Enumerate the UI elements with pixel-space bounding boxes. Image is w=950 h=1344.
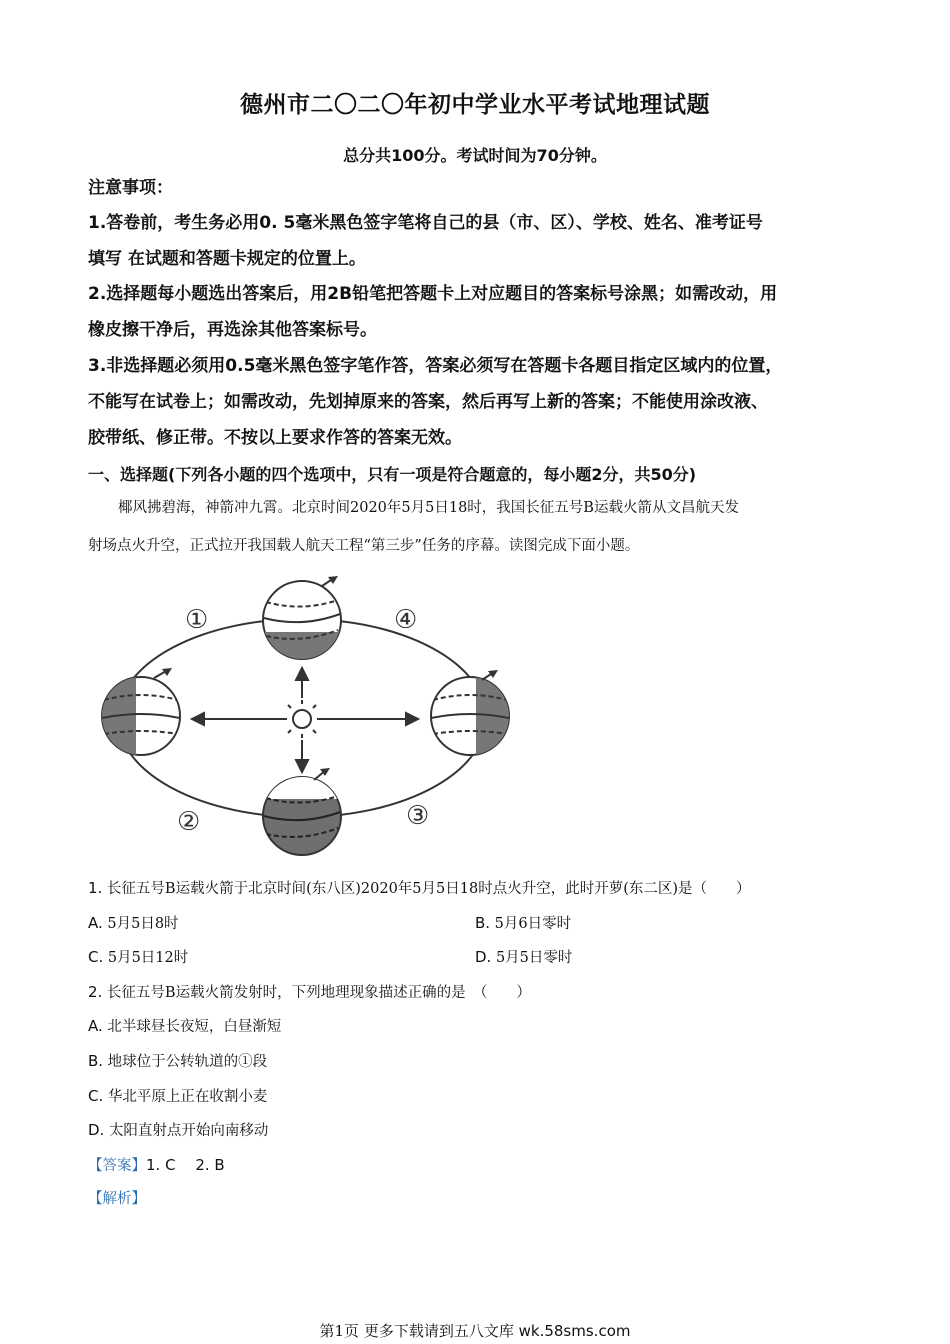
notice-heading: 注意事项： [88,178,173,198]
exam-subtitle: 总分共100分。考试时间为70分钟。 [343,146,607,165]
option-label: B. [475,914,491,932]
globe-icon-top [263,576,343,672]
footer-text: 第1页 更多下载请到五八文库 [319,1322,514,1340]
earth-revolution-diagram [88,572,528,862]
option-text: 华北平原上正在收割小麦 [107,1089,268,1105]
option-label: A. [88,1017,103,1035]
notice-line: 胶带纸、修正带。不按以上要求作答的答案无效。 [88,428,462,448]
answer-text: 1. C 2. B [146,1156,225,1174]
notice-line: 橡皮擦干净后，再选涂其他答案标号。 [88,320,377,340]
answer-line [88,1154,225,1177]
option-label: B. [88,1052,104,1070]
option-b [88,1050,267,1073]
orbit-label-3: ③ [406,801,430,831]
option-text: 地球位于公转轨道的①段 [107,1054,268,1070]
notice-line: 3.非选择题必须用0.5毫米黑色签字笔作答，答案必须写在答题卡各题目指定区域内的位置， [88,356,783,376]
answer-tag: 【答案】 [88,1158,146,1174]
option-text: 5月5日零时 [495,950,573,966]
option-label: C. [88,948,104,966]
option-text: 北半球昼长夜短，白昼渐短 [107,1019,282,1035]
notice-line: 不能写在试卷上；如需改动，先划掉原来的答案，然后再写上新的答案；不能使用涂改液、 [88,392,768,412]
option-text: 5月5日8时 [107,916,179,932]
question-number: 2. [88,983,103,1001]
option-c [88,946,188,969]
option-text: 5月6日零时 [494,916,572,932]
notice-line: 2.选择题每小题选出答案后，用2B铅笔把答题卡上对应题目的答案标号涂黑；如需改动，用 [88,284,778,304]
sun-icon [283,700,321,738]
sun-ray-arrows [192,668,418,772]
analysis-line [88,1188,146,1210]
orbit-label-1: ① [185,605,209,635]
option-b [475,912,571,935]
passage-line: 椰风拂碧海，神箭冲九霄。北京时间2020年5月5日18时，我国长征五号B运载火箭从文昌航天发 [118,500,739,516]
option-a [88,1015,281,1038]
footer-link[interactable]: wk.58sms.com [518,1322,631,1340]
orbit-label-4: ④ [394,605,418,635]
option-label: A. [88,914,103,932]
question-1-stem [88,877,751,900]
option-text: 5月5日12时 [107,950,189,966]
question-2-stem [88,981,531,1004]
option-a [88,912,179,935]
notice-line: 填写 在试题和答题卡规定的位置上。 [88,249,366,269]
question-number: 1. [88,879,103,897]
globe-icon-bottom [263,768,343,855]
question-text: 长征五号B运载火箭于北京时间(东八区)2020年5月5日18时点火升空，此时开萝(东二区)是（ ） [106,881,751,897]
option-d [88,1119,268,1142]
globe-icon-right [431,670,510,762]
option-d [475,946,572,969]
option-label: D. [88,1121,105,1139]
notice-line: 1.答卷前，考生务必用0. 5毫米黑色签字笔将自己的县（市、区）、学校、姓名、准考证号 [88,213,763,233]
option-c [88,1085,267,1108]
option-label: D. [475,948,492,966]
orbit-label-2: ② [177,807,201,837]
passage-line: 射场点火升空，正式拉开我国载人航天工程“第三步”任务的序幕。读图完成下面小题。 [88,538,640,554]
page-footer [0,1320,950,1341]
option-text: 太阳直射点开始向南移动 [108,1123,269,1139]
analysis-tag: 【解析】 [88,1191,146,1207]
question-text: 长征五号B运载火箭发射时，下列地理现象描述正确的是 （ ） [106,985,531,1001]
section-heading: 一、选择题(下列各小题的四个选项中，只有一项是符合题意的，每小题2分，共50分) [88,465,697,484]
option-label: C. [88,1087,104,1105]
page-title: 德州市二〇二〇年初中学业水平考试地理试题 [240,92,710,118]
globe-icon-left [102,668,180,762]
